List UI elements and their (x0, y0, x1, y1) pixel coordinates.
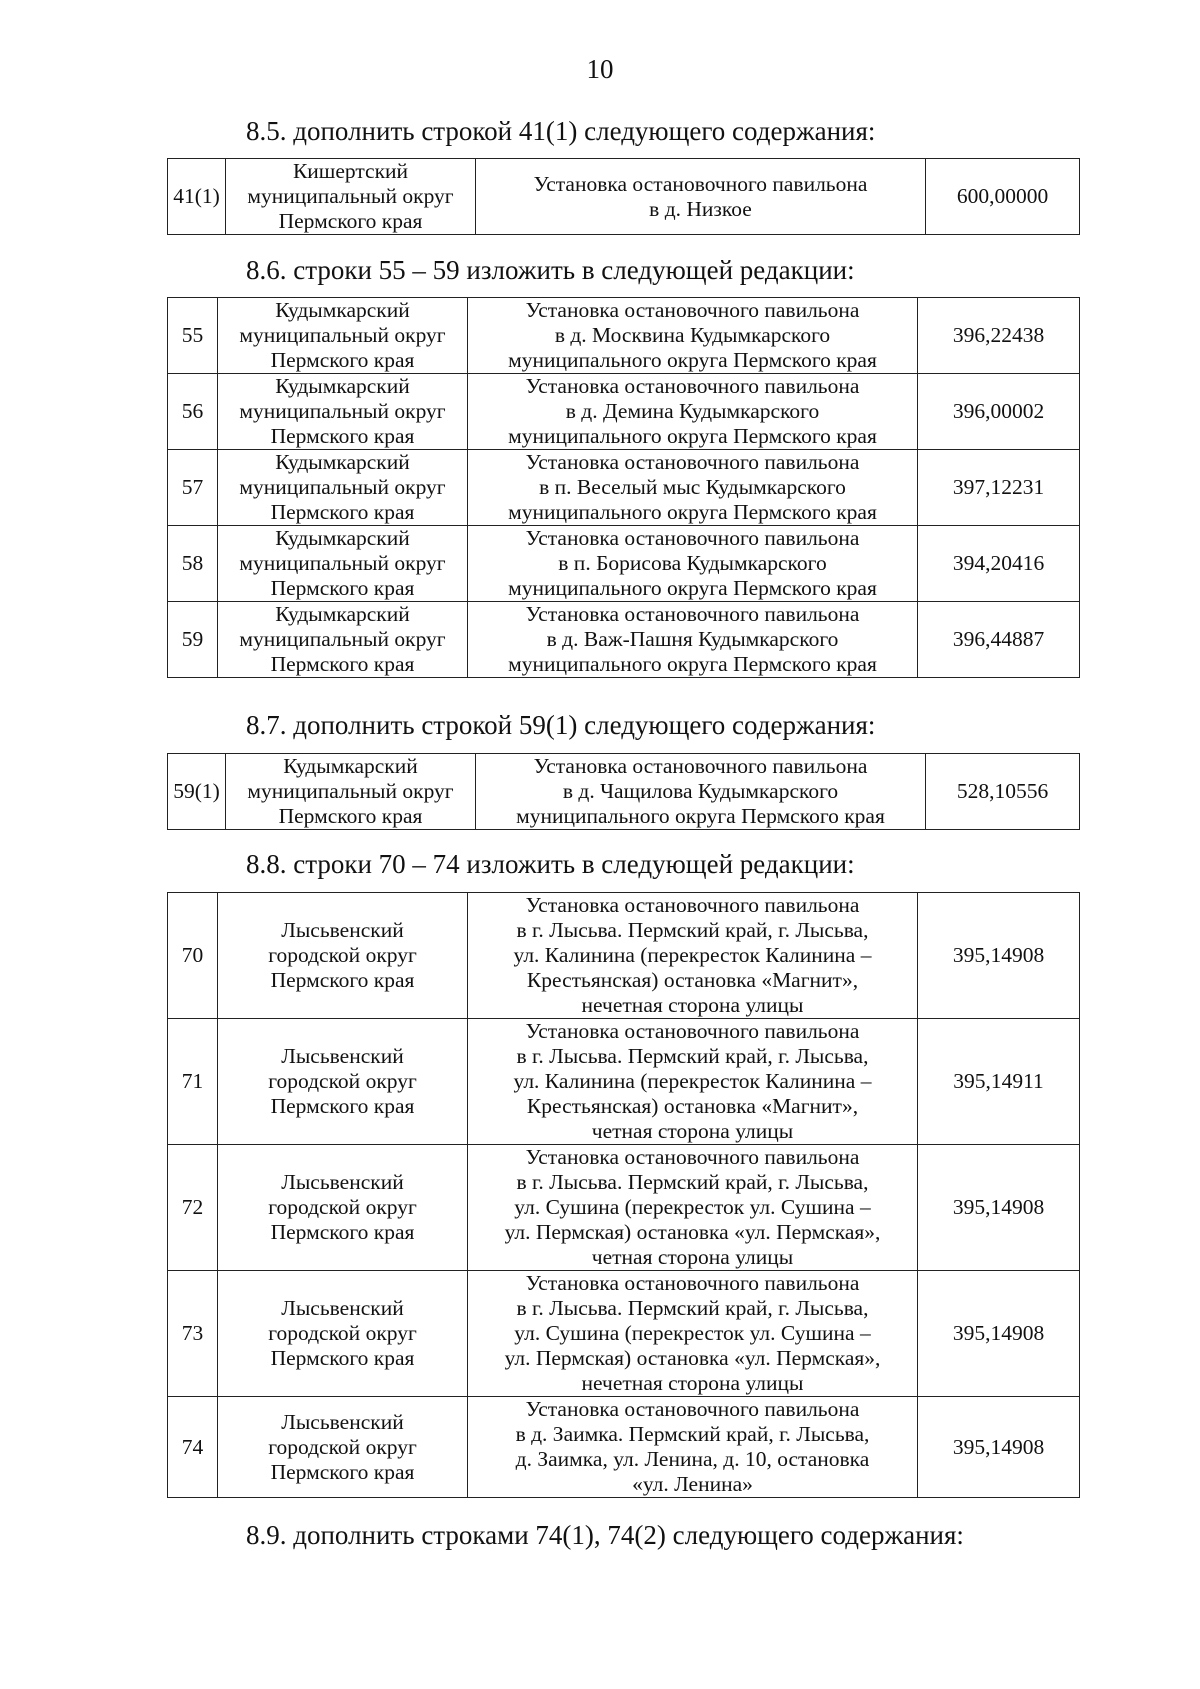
table-body (168, 298, 1080, 678)
table-row-59-1 (167, 753, 1080, 830)
table-row (168, 450, 1080, 526)
row-number: 41(1) (168, 159, 226, 235)
description-line: Установка остановочного павильона (525, 1019, 860, 1043)
table-rows-70-74 (167, 892, 1080, 1498)
description-line: в д. Москвина Кудымкарского (554, 323, 831, 347)
description-line: муниципального округа Пермского края (508, 500, 877, 524)
description-line: Установка остановочного павильона (525, 526, 860, 550)
municipality-line: Кудымкарский (275, 374, 410, 398)
amount-cell: 394,20416 (918, 526, 1080, 602)
municipality-line: Кудымкарский (283, 754, 418, 778)
amount-cell: 395,14908 (918, 1145, 1080, 1271)
amount-cell: 600,00000 (926, 159, 1080, 235)
table-row (168, 526, 1080, 602)
municipality-cell (218, 1145, 468, 1271)
description-line: муниципального округа Пермского края (516, 804, 885, 828)
municipality-line: Пермского края (270, 1459, 415, 1484)
description-line: в д. Важ-Пашня Кудымкарского (546, 627, 839, 651)
municipality-cell (226, 159, 476, 235)
municipality-line: Кудымкарский (275, 298, 410, 322)
description-line: четная сторона улицы (591, 1119, 794, 1143)
description-line: Установка остановочного павильона (525, 893, 860, 917)
description-cell (468, 602, 918, 678)
municipality-line: Лысьвенский (281, 1409, 404, 1434)
municipality-cell (226, 754, 476, 830)
description-line: Установка остановочного павильона (525, 298, 860, 322)
description-cell (468, 1397, 918, 1498)
description-line: в г. Лысьва. Пермский край, г. Лысьва, (516, 918, 869, 942)
amount-cell: 396,00002 (918, 374, 1080, 450)
municipality-line: муниципальный округ (239, 475, 446, 499)
municipality-cell (218, 374, 468, 450)
row-number: 57 (168, 450, 218, 526)
amount-cell: 395,14908 (918, 1397, 1080, 1498)
description-line: муниципального округа Пермского края (508, 652, 877, 676)
description-line: Установка остановочного павильона (525, 1397, 860, 1421)
description-line: муниципального округа Пермского края (508, 576, 877, 600)
description-line: ул. Сушина (перекресток ул. Сушина – (514, 1195, 871, 1219)
municipality-line: Пермского края (270, 1220, 415, 1244)
description-line: ул. Пермская) остановка «ул. Пермская», (504, 1346, 881, 1370)
municipality-line: Кудымкарский (275, 602, 410, 626)
section-heading: 8.6. строки 55 – 59 изложить в следующей редакции: (246, 255, 855, 285)
section-heading: 8.7. дополнить строкой 59(1) следующего содержания: (246, 710, 876, 740)
municipality-line: муниципальный округ (247, 779, 454, 803)
municipality-line: городской округ (268, 943, 417, 967)
municipality-line: муниципальный округ (239, 323, 446, 347)
description-line: Установка остановочного павильона (525, 602, 860, 626)
municipality-line: Пермского края (270, 576, 415, 600)
amount-cell: 395,14911 (918, 1019, 1080, 1145)
municipality-line: Пермского края (270, 348, 415, 372)
row-number: 73 (168, 1271, 218, 1397)
table-body (168, 893, 1080, 1498)
description-cell (468, 1271, 918, 1397)
description-line: в г. Лысьва. Пермский край, г. Лысьва, (516, 1170, 869, 1194)
table-row (168, 754, 1080, 830)
description-cell (468, 1145, 918, 1271)
municipality-cell (218, 1019, 468, 1145)
municipality-line: Пермского края (270, 652, 415, 676)
description-cell (468, 526, 918, 602)
row-number: 59 (168, 602, 218, 678)
description-line: в п. Борисова Кудымкарского (558, 551, 827, 575)
description-line: муниципального округа Пермского края (508, 424, 877, 448)
description-line: в д. Демина Кудымкарского (565, 399, 820, 423)
municipality-line: Пермского края (270, 968, 415, 992)
municipality-line: Пермского края (278, 209, 423, 233)
municipality-line: Пермского края (270, 424, 415, 448)
municipality-line: Пермского края (270, 1094, 415, 1118)
description-line: четная сторона улицы (591, 1245, 794, 1269)
description-line: Установка остановочного павильона (525, 1271, 860, 1295)
table-row (168, 159, 1080, 235)
amount-cell: 397,12231 (918, 450, 1080, 526)
table-rows-55-59 (167, 297, 1080, 678)
municipality-cell (218, 298, 468, 374)
description-line: Установка остановочного павильона (533, 171, 868, 196)
municipality-line: городской округ (268, 1195, 417, 1219)
row-number: 70 (168, 893, 218, 1019)
description-cell (476, 159, 926, 235)
municipality-cell (218, 450, 468, 526)
section-heading: 8.8. строки 70 – 74 изложить в следующей редакции: (246, 849, 855, 879)
municipality-line: городской округ (268, 1434, 417, 1459)
row-number: 58 (168, 526, 218, 602)
municipality-cell (218, 1397, 468, 1498)
municipality-line: Лысьвенский (281, 918, 404, 942)
municipality-line: муниципальный округ (247, 184, 454, 208)
description-line: в д. Чащилова Кудымкарского (562, 779, 839, 803)
description-line: в д. Низкое (649, 196, 752, 221)
amount-cell: 395,14908 (918, 893, 1080, 1019)
amount-cell: 395,14908 (918, 1271, 1080, 1397)
municipality-line: Пермского края (278, 804, 423, 828)
description-line: д. Заимка, ул. Ленина, д. 10, остановка (515, 1447, 870, 1471)
row-number: 74 (168, 1397, 218, 1498)
description-line: в п. Веселый мыс Кудымкарского (539, 475, 846, 499)
municipality-line: Лысьвенский (281, 1296, 404, 1320)
municipality-line: муниципальный округ (239, 551, 446, 575)
description-line: Крестьянская) остановка «Магнит», (526, 1094, 859, 1118)
description-line: нечетная сторона улицы (581, 993, 804, 1017)
description-line: Установка остановочного павильона (525, 374, 860, 398)
municipality-line: городской округ (268, 1069, 417, 1093)
municipality-line: Кудымкарский (275, 450, 410, 474)
description-line: Установка остановочного павильона (525, 1145, 860, 1169)
description-cell (476, 754, 926, 830)
row-number: 56 (168, 374, 218, 450)
municipality-cell (218, 602, 468, 678)
table-row (168, 1397, 1080, 1498)
table-body (168, 159, 1080, 235)
table-row-41-1 (167, 158, 1080, 235)
description-line: в г. Лысьва. Пермский край, г. Лысьва, (516, 1296, 869, 1320)
municipality-line: Пермского края (270, 1346, 415, 1370)
description-line: Крестьянская) остановка «Магнит», (526, 968, 859, 992)
table-row (168, 1019, 1080, 1145)
description-line: муниципального округа Пермского края (508, 348, 877, 372)
description-line: «ул. Ленина» (632, 1472, 753, 1496)
municipality-cell (218, 893, 468, 1019)
table-row (168, 602, 1080, 678)
municipality-line: муниципальный округ (239, 399, 446, 423)
row-number: 72 (168, 1145, 218, 1271)
amount-cell: 396,22438 (918, 298, 1080, 374)
description-line: нечетная сторона улицы (581, 1371, 804, 1395)
row-number: 71 (168, 1019, 218, 1145)
description-line: ул. Пермская) остановка «ул. Пермская», (504, 1220, 881, 1244)
municipality-line: Пермского края (270, 500, 415, 524)
municipality-line: Кудымкарский (275, 526, 410, 550)
description-line: ул. Калинина (перекресток Калинина – (513, 1069, 872, 1093)
section-heading: 8.9. дополнить строками 74(1), 74(2) следующего содержания: (246, 1520, 964, 1550)
description-line: ул. Сушина (перекресток ул. Сушина – (514, 1321, 871, 1345)
municipality-cell (218, 526, 468, 602)
table-row (168, 1271, 1080, 1397)
section-heading: 8.5. дополнить строкой 41(1) следующего содержания: (246, 116, 876, 146)
description-line: в д. Заимка. Пермский край, г. Лысьва, (515, 1422, 870, 1446)
table-row (168, 893, 1080, 1019)
description-cell (468, 450, 918, 526)
description-cell (468, 893, 918, 1019)
municipality-line: муниципальный округ (239, 627, 446, 651)
description-cell (468, 298, 918, 374)
description-cell (468, 374, 918, 450)
amount-cell: 396,44887 (918, 602, 1080, 678)
row-number: 55 (168, 298, 218, 374)
description-line: Установка остановочного павильона (525, 450, 860, 474)
amount-cell: 528,10556 (926, 754, 1080, 830)
table-row (168, 1145, 1080, 1271)
table-row (168, 374, 1080, 450)
row-number: 59(1) (168, 754, 226, 830)
description-line: в г. Лысьва. Пермский край, г. Лысьва, (516, 1044, 869, 1068)
municipality-line: городской округ (268, 1321, 417, 1345)
municipality-line: Лысьвенский (281, 1044, 404, 1068)
table-body (168, 754, 1080, 830)
municipality-line: Лысьвенский (281, 1170, 404, 1194)
table-row (168, 298, 1080, 374)
description-line: Установка остановочного павильона (533, 754, 868, 778)
municipality-cell (218, 1271, 468, 1397)
description-line: ул. Калинина (перекресток Калинина – (513, 943, 872, 967)
page-number: 10 (586, 54, 614, 84)
municipality-line: Кишертский (292, 159, 409, 183)
description-cell (468, 1019, 918, 1145)
